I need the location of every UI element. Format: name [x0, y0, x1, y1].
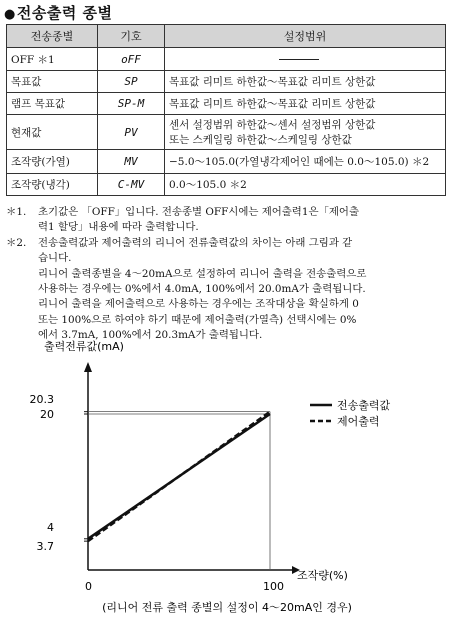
row-range: 0.0～105.0 ＊2 — [165, 174, 446, 196]
header-type: 전송종별 — [7, 25, 98, 48]
row-name: 조작량(냉각) — [7, 174, 98, 196]
y-tick-label: 4 — [47, 521, 54, 534]
footnote-mark: ＊1. — [6, 206, 27, 218]
row-range-line: 센서 설정범위 하한값～센서 설정범위 상한값 — [169, 119, 376, 131]
legend-label: 제어출력 — [337, 415, 380, 428]
footnotes — [6, 205, 448, 344]
row-range-line: 또는 스케일링 하한값～스케일링 상한값 — [169, 134, 352, 146]
footnote-1 — [6, 205, 448, 236]
table-row — [7, 93, 446, 115]
y-tick-label: 20 — [40, 408, 54, 421]
header-range: 설정범위 — [165, 25, 446, 48]
table-row — [7, 174, 446, 196]
row-code: C-MV — [98, 174, 165, 196]
chart-caption: (리니어 전류 출력 종별의 설정이 4～20mA인 경우) — [102, 601, 352, 614]
row-name: 목표값 — [7, 71, 98, 93]
table-row — [7, 48, 446, 71]
section-title — [4, 2, 113, 23]
header-code: 기호 — [98, 25, 165, 48]
row-range: 목표값 리미트 하한값～목표값 리미트 상한값 — [165, 71, 446, 93]
footnote-body — [38, 205, 448, 236]
bullet-icon: ● — [4, 7, 16, 22]
row-name: OFF ＊1 — [7, 48, 98, 71]
section-title-text: 전송출력 종별 — [16, 4, 113, 22]
footnote-line: 또는 100%으로 하여야 하기 때문에 제어출력(가열측) 선택시에는 0% — [38, 313, 357, 326]
table-row — [7, 115, 446, 150]
y-tick-label: 20.3 — [29, 393, 54, 406]
output-current-chart — [0, 330, 454, 618]
footnote-line: 에서 3.7mA, 100%에서 20.3mA가 출력됩니다. — [38, 329, 263, 342]
row-code: oFF — [98, 48, 165, 71]
row-range — [165, 115, 446, 150]
y-axis-label: 출력전류값(mA) — [44, 340, 124, 353]
footnote-line: 리니어 출력을 제어출력으로 사용하는 경우에는 조작대상을 확실하게 0 — [38, 298, 359, 311]
x-tick-label: 100 — [263, 580, 284, 593]
footnote-line: 력1 할당」내용에 따라 출력합니다. — [38, 221, 199, 234]
row-code: SP-M — [98, 93, 165, 115]
row-code: MV — [98, 150, 165, 174]
row-code: PV — [98, 115, 165, 150]
transfer-output-table — [6, 24, 446, 196]
x-axis-label: 조작량(%) — [297, 569, 348, 582]
row-name: 조작량(가열) — [7, 150, 98, 174]
row-name: 현재값 — [7, 115, 98, 150]
footnote-body — [38, 236, 448, 344]
table-row — [7, 150, 446, 174]
row-code: SP — [98, 71, 165, 93]
footnote-line: 사용하는 경우에는 0%에서 4.0mA, 100%에서 20.0mA가 출력됩니다. — [38, 283, 366, 296]
footnote-mark: ＊2. — [6, 236, 27, 249]
footnote-line: 리니어 출력종별을 4～20mA으로 설정하여 리니어 출력을 전송출력으로 — [38, 267, 367, 280]
legend-label: 전송출력값 — [337, 399, 391, 412]
dash-line — [279, 59, 319, 60]
y-axis-arrow — [84, 362, 92, 372]
row-name: 램프 목표값 — [7, 93, 98, 115]
row-range: −5.0～105.0(가열냉각제어인 때에는 0.0～105.0) ＊2 — [165, 150, 446, 174]
row-range: 목표값 리미트 하한값～목표값 리미트 상한값 — [165, 93, 446, 115]
table-row — [7, 71, 446, 93]
footnote-2 — [6, 236, 448, 344]
plot-area — [84, 362, 300, 574]
series-control-output-line — [88, 412, 270, 541]
row-range — [165, 48, 446, 71]
footnote-line: 습니다. — [38, 252, 72, 265]
y-tick-label: 3.7 — [36, 540, 54, 553]
footnote-line: 전송출력값과 제어출력의 리니어 전류출력값의 차이는 아래 그림과 같 — [38, 236, 353, 249]
footnote-line: 초기값은 「OFF」입니다. 전송종별 OFF시에는 제어출력1은「제어출 — [38, 206, 359, 218]
x-tick-label: 0 — [85, 580, 92, 593]
